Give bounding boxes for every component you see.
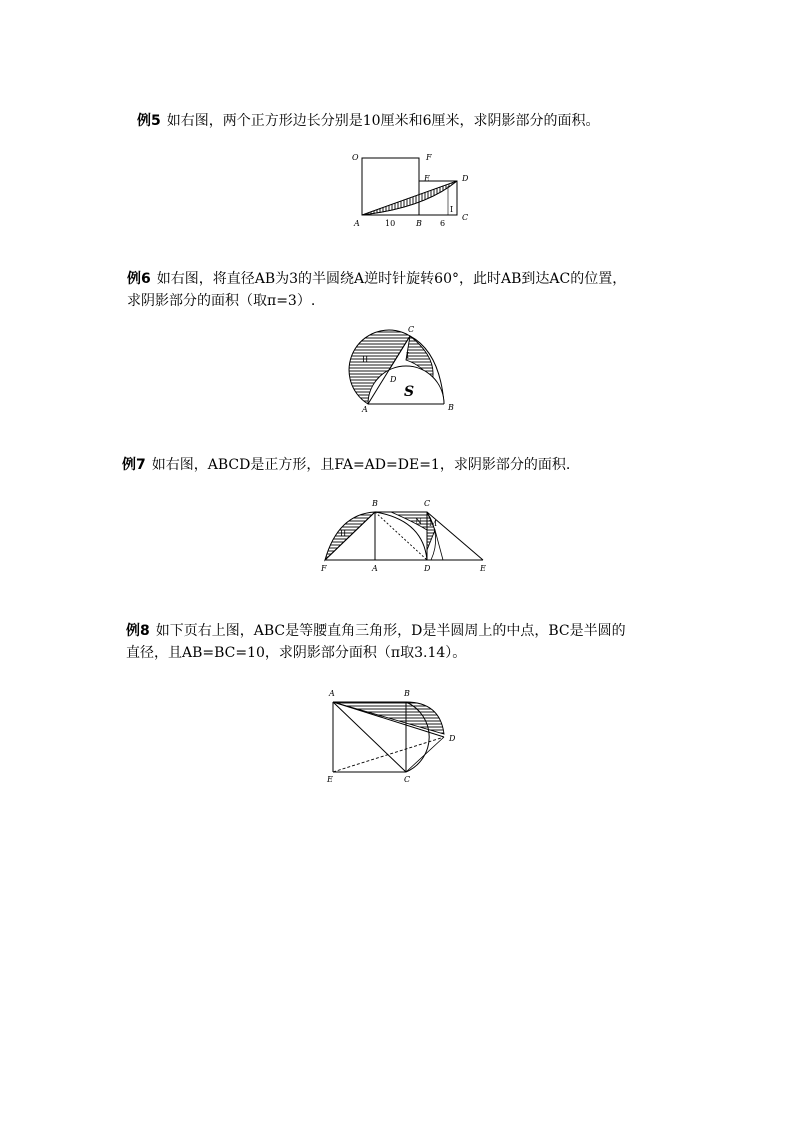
example-number: 例5 bbox=[137, 113, 161, 129]
example-number: 例6 bbox=[127, 271, 151, 287]
example-7-text bbox=[122, 454, 570, 476]
label-I: I bbox=[450, 205, 454, 214]
label-D: D bbox=[390, 375, 397, 384]
example-5-text bbox=[137, 110, 599, 132]
example-body: 如右图，将直径AB为3的半圆绕A逆时针旋转60°，此时AB到达AC的位置， bbox=[156, 271, 627, 287]
label-A: A bbox=[372, 564, 378, 573]
diagonal-ad bbox=[362, 181, 457, 215]
dim-bc: 6 bbox=[440, 219, 446, 228]
label-C: C bbox=[404, 775, 411, 784]
example-number: 例8 bbox=[126, 623, 150, 639]
label-B: B bbox=[448, 403, 454, 412]
label-A: A bbox=[329, 689, 335, 698]
label-F: F bbox=[321, 564, 327, 573]
label-E: E bbox=[480, 564, 486, 573]
label-II: II bbox=[340, 529, 347, 538]
label-F: F bbox=[426, 153, 432, 162]
example-number: 例7 bbox=[122, 457, 146, 473]
label-M: M bbox=[429, 519, 438, 528]
label-B: B bbox=[416, 219, 422, 228]
example-body: 如右图，两个正方形边长分别是10厘米和6厘米，求阴影部分的面积。 bbox=[166, 113, 600, 129]
label-C: C bbox=[424, 499, 431, 508]
label-S: S bbox=[404, 384, 415, 400]
label-E: E bbox=[424, 174, 430, 183]
example-body-line2: 求阴影部分的面积（取π=3）. bbox=[127, 293, 316, 309]
label-A: A bbox=[354, 219, 360, 228]
figure-5 bbox=[340, 148, 490, 238]
label-II: II bbox=[362, 355, 369, 364]
label-I: I bbox=[406, 351, 410, 360]
label-D: D bbox=[424, 564, 431, 573]
label-E: E bbox=[327, 775, 333, 784]
label-B: B bbox=[372, 499, 378, 508]
dim-ab: 10 bbox=[385, 219, 396, 228]
figure-8 bbox=[320, 684, 470, 794]
label-O: O bbox=[352, 153, 359, 162]
label-C: C bbox=[462, 213, 469, 222]
label-A: A bbox=[362, 405, 368, 414]
example-body-line2: 直径，且AB=BC=10，求阴影部分面积（π取3.14）。 bbox=[126, 645, 467, 661]
label-D: D bbox=[462, 174, 469, 183]
label-B: B bbox=[404, 689, 410, 698]
example-6-text bbox=[127, 268, 626, 312]
example-8-text bbox=[126, 620, 626, 664]
label-D: D bbox=[449, 734, 456, 743]
figure-6 bbox=[340, 322, 470, 417]
label-C: C bbox=[408, 325, 415, 334]
example-body: 如右图，ABCD是正方形，且FA=AD=DE=1，求阴影部分的面积. bbox=[151, 457, 571, 473]
figure-7 bbox=[318, 496, 488, 576]
example-body: 如下页右上图，ABC是等腰直角三角形，D是半圆周上的中点，BC是半圆的 bbox=[155, 623, 626, 639]
label-N: N bbox=[415, 517, 422, 526]
